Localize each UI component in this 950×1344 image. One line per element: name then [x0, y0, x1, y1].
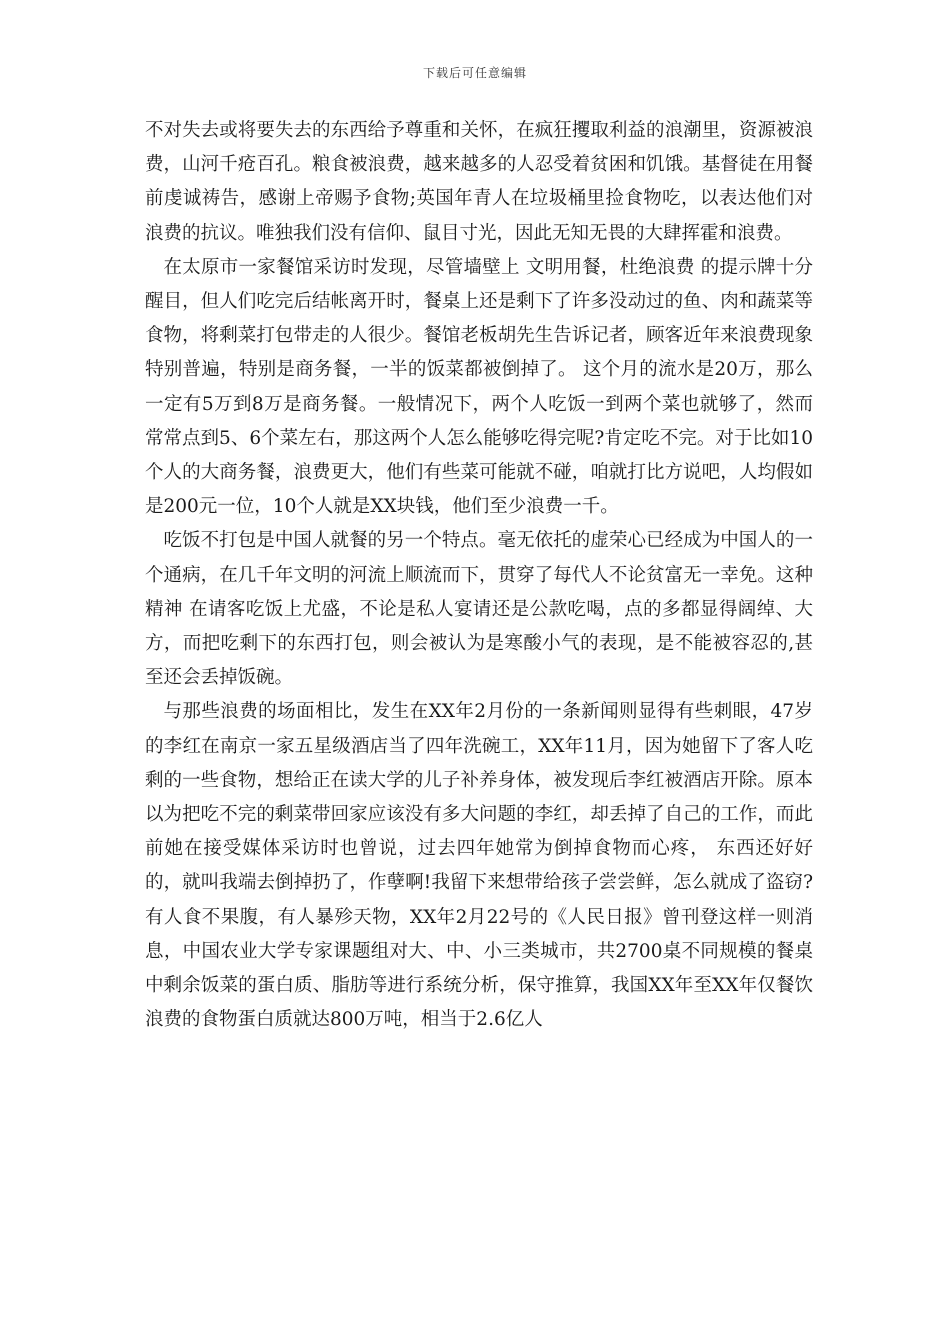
paragraph: 与那些浪费的场面相比，发生在XX年2月份的一条新闻则显得有些刺眼，47岁的李红在南京一家五星级酒店当了四年洗碗工，XX年11月，因为她留下了客人吃剩的一些食物，想给正在读大学的儿子补养身体，被发现后李红被酒店开除。原本以为把吃不完的剩菜带回家应该没有多大问题的李红，却丢掉了自己的工作，而此前她在接受媒体采访时也曾说，过去四年她常为倒掉食物而心疼， 东西还好好的，就叫我端去倒掉扔了，作孽啊!我留下来想带给孩子尝尝鲜，怎么就成了盗窃? 有人食不果腹，有人暴殄天物，XX年2月22号的《人民日报》曾刊登这样一则消息，中国农业大学专家课题组对大、中、小三类城市，共2700桌不同规模的餐桌中剩余饭菜的蛋白质、脂肪等进行系统分析，保守推算，我国XX年至XX年仅餐饮浪费的食物蛋白质就达800万吨，相当于2.6亿人: [145, 701, 813, 1031]
page-header: 下载后可任意编辑: [422, 66, 527, 80]
paragraph: 吃饭不打包是中国人就餐的另一个特点。毫无依托的虚荣心已经成为中国人的一个通病，在几千年文明的河流上顺流而下，贯穿了每代人不论贫富无一幸免。这种 精神 在请客吃饭上尤盛，不论是私人宴请还是公款吃喝，点的多都显得阔绰、大方，而把吃剩下的东西打包，则会被认为是寒酸小气的表现，是不能被容忍的,甚至还会丢掉饭碗。: [145, 530, 813, 689]
paragraph: 不对失去或将要失去的东西给予尊重和关怀，在疯狂攫取利益的浪潮里，资源被浪费，山河千疮百孔。粮食被浪费，越来越多的人忍受着贫困和饥饿。基督徒在用餐前虔诚祷告，感谢上帝赐予食物;英国年青人在垃圾桶里捡食物吃，以表达他们对浪费的抗议。唯独我们没有信仰、鼠目寸光，因此无知无畏的大肆挥霍和浪费。: [145, 120, 813, 244]
document-body: [145, 114, 813, 1037]
paragraph: 在太原市一家餐馆采访时发现，尽管墙壁上 文明用餐，杜绝浪费 的提示牌十分醒目，但人们吃完后结帐离开时，餐桌上还是剩下了许多没动过的鱼、肉和蔬菜等食物，将剩菜打包带走的人很少。餐馆老板胡先生告诉记者，顾客近年来浪费现象特别普遍，特别是商务餐，一半的饭菜都被倒掉了。 这个月的流水是20万，那么一定有5万到8万是商务餐。一般情况下，两个人吃饭一到两个菜也就够了，然而常常点到5、6个菜左右，那这两个人怎么能够吃得完呢?肯定吃不完。对于比如10个人的大商务餐，浪费更大，他们有些菜可能就不碰，咱就打比方说吧，人均假如是200元一位，10个人就是XX块钱，他们至少浪费一千。: [145, 256, 813, 518]
